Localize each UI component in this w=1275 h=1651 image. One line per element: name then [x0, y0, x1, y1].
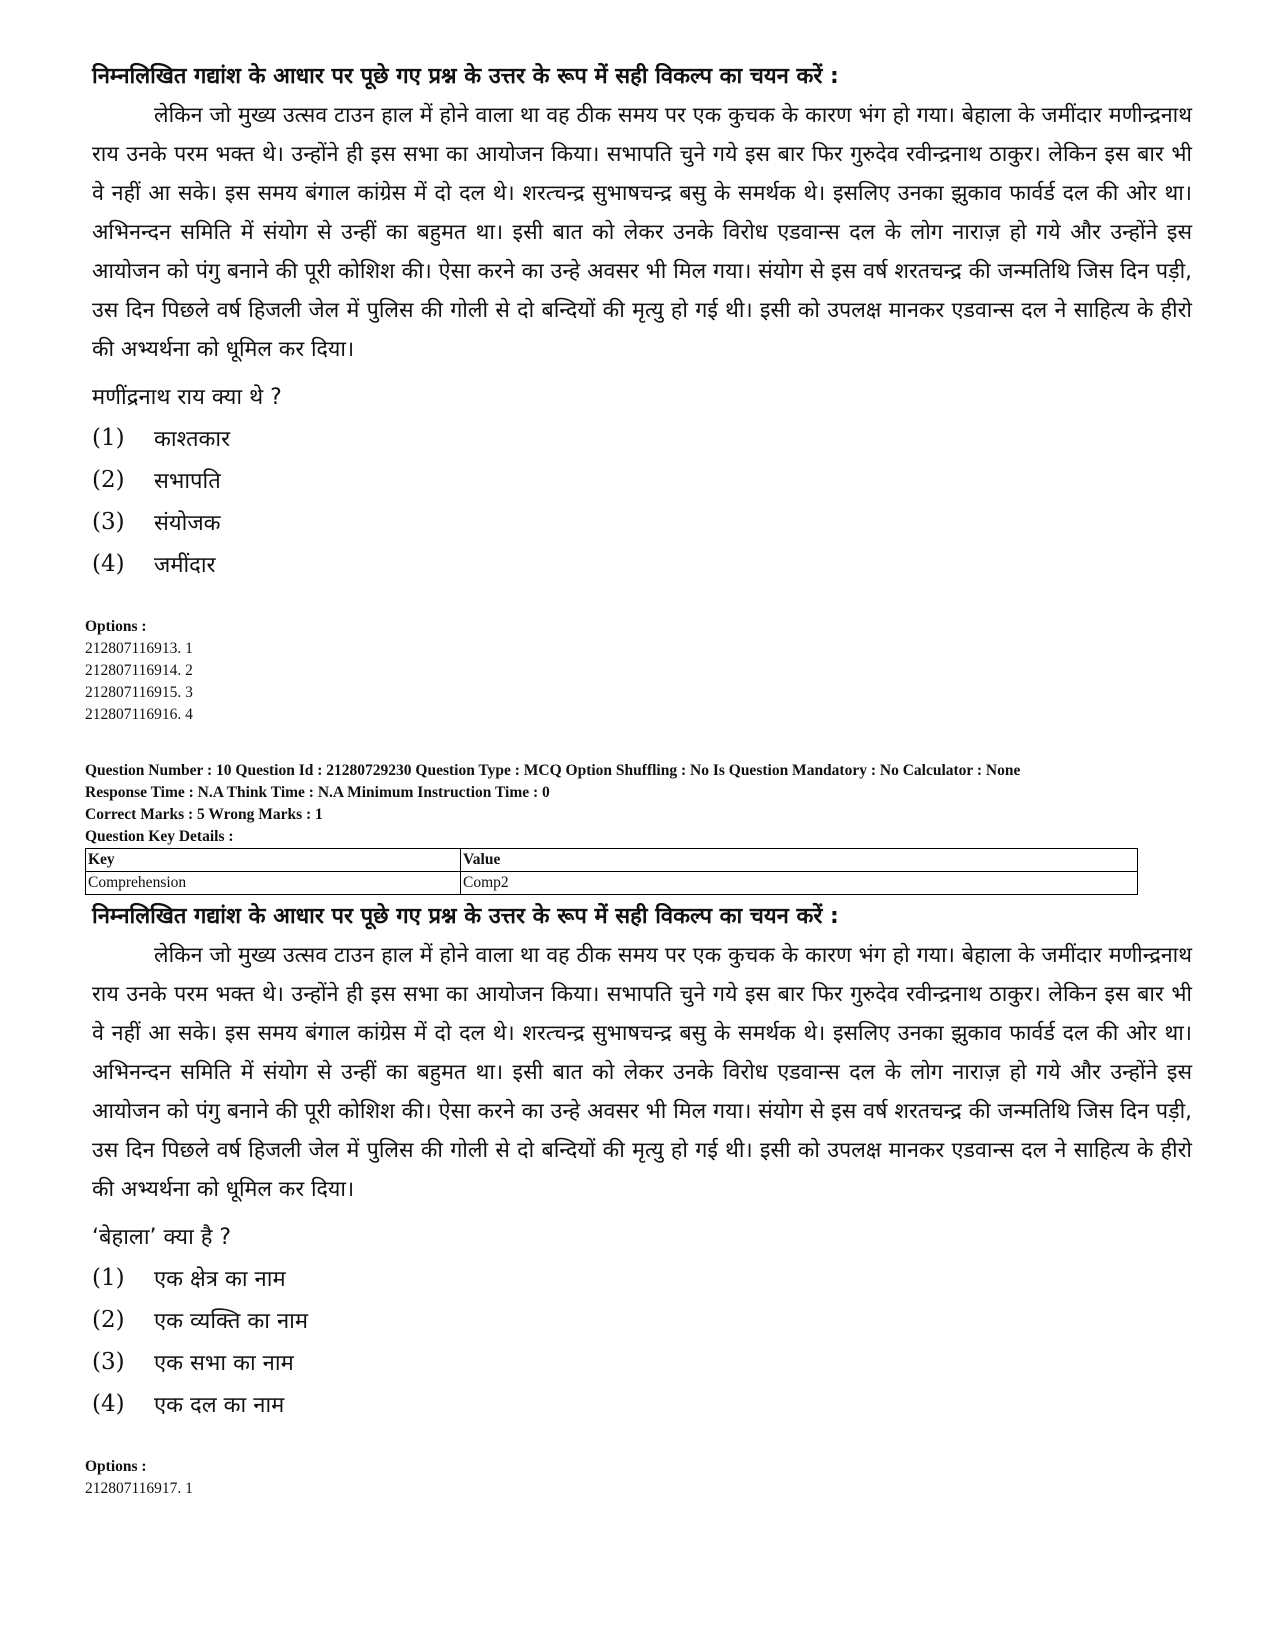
options-label: Options :: [85, 1458, 147, 1475]
table-header-row: [86, 849, 1138, 872]
option-id: 212807116914. 2: [85, 662, 193, 679]
q1-option-3: [92, 501, 1192, 543]
key-value-table: [85, 848, 1138, 895]
option-id: 212807116916. 4: [85, 706, 193, 723]
option-number: (1): [92, 1265, 125, 1291]
q1-option-ids: [85, 616, 1195, 726]
q2-passage: लेकिन जो मुख्य उत्सव टाउन हाल में होने वाला था वह ठीक समय पर एक कुचक के कारण भंग हो गया। बेहाला के जमींदार मणीन्द्रनाथ राय उनके परम भक्त थे। उन्होंने ही इस सभा का आयोजन किया। सभापति चुने गये इस बार फिर गुरुदेव रवीन्द्रनाथ ठाकुर। लेकिन इस बार भी वे नहीं आ सके। इस समय बंगाल कांग्रेस में दो दल थे। शरत्चन्द्र सुभाषचन्द्र बसु के समर्थक थे। इसलिए उनका झुकाव फार्वर्ड दल की ओर था। अभिनन्दन समिति में संयोग से उन्हीं का बहुमत था। इसी बात को लेकर उनके विरोध एडवान्स दल के लोग नाराज़ हो गये और उन्होंने इस आयोजन को पंगु बनाने की पूरी कोशिश की। ऐसा करने का उन्हे अवसर भी मिल गया। संयोग से इस वर्ष शरतचन्द्र की जन्मतिथि जिस दिन पड़ी, उस दिन पिछले वर्ष हिजली जेल में पुलिस की गोली से दो बन्दियों की मृत्यु हो गई थी। इसी को उपलक्ष मानकर एडवान्स दल ने साहित्य के हीरो की अभ्यर्थना को धूमिल कर दिया।: [92, 943, 1192, 1202]
q2-option-2: [92, 1299, 1192, 1341]
q2-option-ids: [85, 1456, 1195, 1500]
q2-meta: [85, 760, 1195, 895]
q1-instruction: निम्नलिखित गद्यांश के आधार पर पूछे गए प्रश्न के उत्तर के रूप में सही विकल्प का चयन करें :: [92, 64, 839, 89]
option-number: (4): [92, 1391, 125, 1417]
option-text: एक सभा का नाम: [154, 1351, 294, 1376]
option-id: 212807116913. 1: [85, 640, 193, 657]
q1-options: [92, 417, 1192, 585]
table-header-value: Value: [461, 849, 1138, 872]
q2-instruction: निम्नलिखित गद्यांश के आधार पर पूछे गए प्रश्न के उत्तर के रूप में सही विकल्प का चयन करें :: [92, 904, 839, 929]
table-header-key: Key: [86, 849, 461, 872]
q1-option-2: [92, 459, 1192, 501]
option-number: (4): [92, 551, 125, 577]
q1-option-4: [92, 543, 1192, 585]
table-row: [86, 872, 1138, 895]
option-text: एक क्षेत्र का नाम: [154, 1267, 286, 1292]
response-time-line: Response Time : N.A Think Time : N.A Minimum Instruction Time : 0: [85, 784, 550, 801]
option-number: (3): [92, 509, 125, 535]
option-number: (1): [92, 425, 125, 451]
q2-question: ‘बेहाला’ क्या है ?: [92, 1225, 232, 1250]
q1-question: मणींद्रनाथ राय क्या थे ?: [92, 385, 282, 410]
option-number: (3): [92, 1349, 125, 1375]
option-text: सभापति: [154, 469, 221, 494]
question-meta-line: Question Number : 10 Question Id : 21280729230 Question Type : MCQ Option Shuffling : No Is Question Mandatory : No Calculator : None: [85, 762, 1021, 779]
option-text: एक व्यक्ति का नाम: [154, 1309, 309, 1334]
table-cell-value: Comp2: [461, 872, 1138, 895]
q1-option-1: [92, 417, 1192, 459]
q2-block: [92, 902, 1192, 1425]
option-text: जमींदार: [154, 553, 216, 578]
q2-option-4: [92, 1383, 1192, 1425]
option-text: काश्तकार: [154, 427, 231, 452]
key-details-label: Question Key Details :: [85, 828, 234, 845]
option-number: (2): [92, 1307, 125, 1333]
q2-options: [92, 1257, 1192, 1425]
q2-option-3: [92, 1341, 1192, 1383]
options-label: Options :: [85, 618, 147, 635]
table-cell-key: Comprehension: [86, 872, 461, 895]
option-number: (2): [92, 467, 125, 493]
option-id: 212807116915. 3: [85, 684, 193, 701]
option-text: एक दल का नाम: [154, 1393, 285, 1418]
q1-block: [92, 62, 1192, 585]
q1-passage: लेकिन जो मुख्य उत्सव टाउन हाल में होने वाला था वह ठीक समय पर एक कुचक के कारण भंग हो गया। बेहाला के जमींदार मणीन्द्रनाथ राय उनके परम भक्त थे। उन्होंने ही इस सभा का आयोजन किया। सभापति चुने गये इस बार फिर गुरुदेव रवीन्द्रनाथ ठाकुर। लेकिन इस बार भी वे नहीं आ सके। इस समय बंगाल कांग्रेस में दो दल थे। शरत्चन्द्र सुभाषचन्द्र बसु के समर्थक थे। इसलिए उनका झुकाव फार्वर्ड दल की ओर था। अभिनन्दन समिति में संयोग से उन्हीं का बहुमत था। इसी बात को लेकर उनके विरोध एडवान्स दल के लोग नाराज़ हो गये और उन्होंने इस आयोजन को पंगु बनाने की पूरी कोशिश की। ऐसा करने का उन्हे अवसर भी मिल गया। संयोग से इस वर्ष शरतचन्द्र की जन्मतिथि जिस दिन पड़ी, उस दिन पिछले वर्ष हिजली जेल में पुलिस की गोली से दो बन्दियों की मृत्यु हो गई थी। इसी को उपलक्ष मानकर एडवान्स दल ने साहित्य के हीरो की अभ्यर्थना को धूमिल कर दिया।: [92, 103, 1192, 362]
q2-option-1: [92, 1257, 1192, 1299]
marks-line: Correct Marks : 5 Wrong Marks : 1: [85, 806, 323, 823]
option-id: 212807116917. 1: [85, 1480, 193, 1497]
option-text: संयोजक: [154, 511, 221, 536]
